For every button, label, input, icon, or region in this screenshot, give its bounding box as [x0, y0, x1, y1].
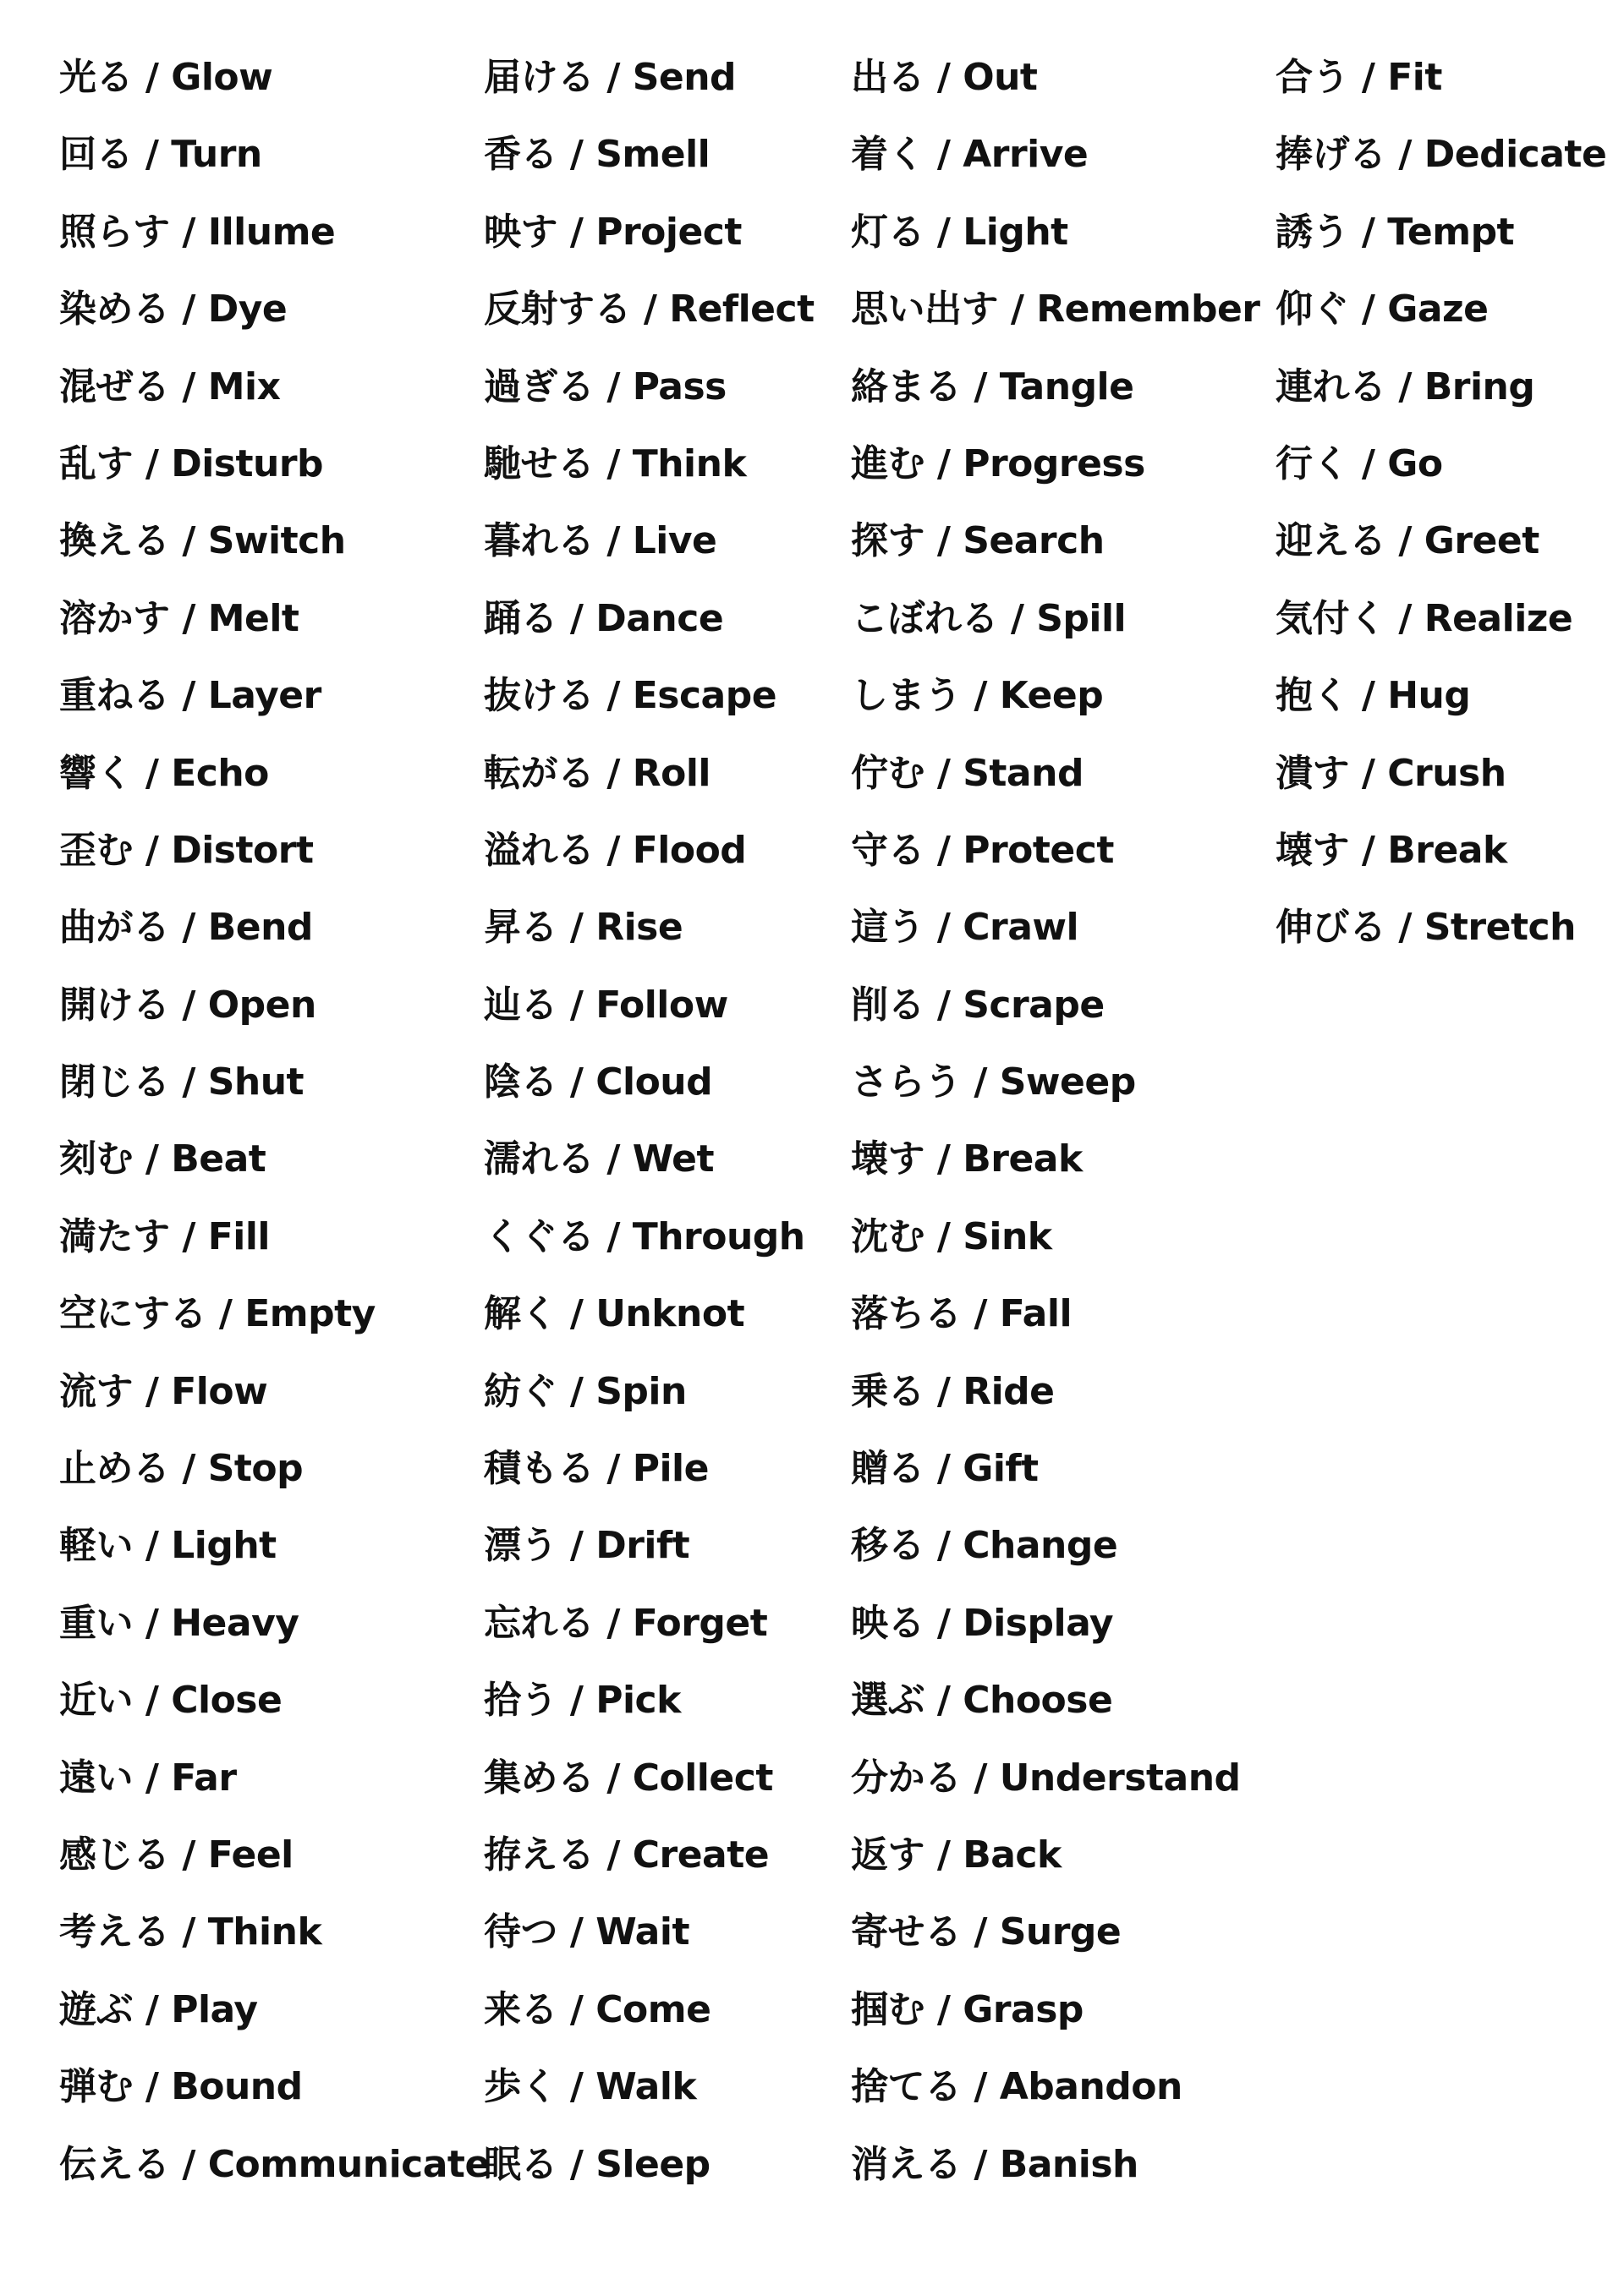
word-entry: しまう / Keep	[851, 674, 1104, 718]
word-entry: 伝える / Communicate	[59, 2142, 490, 2186]
word-entry: 誘う / Tempt	[1276, 210, 1515, 254]
word-entry: 馳せる / Think	[484, 441, 747, 485]
word-entry: 閉じる / Shut	[59, 1060, 304, 1104]
word-entry: 反射する / Reflect	[484, 288, 815, 332]
word-entry: 這う / Crawl	[851, 906, 1079, 950]
word-entry: さらう / Sweep	[851, 1060, 1136, 1104]
word-entry: 乱す / Disturb	[59, 441, 324, 485]
word-entry: 壊す / Break	[1276, 828, 1507, 872]
word-entry: 選ぶ / Choose	[851, 1679, 1113, 1723]
word-entry: 空にする / Empty	[59, 1292, 376, 1336]
word-entry: 出る / Out	[851, 56, 1038, 99]
word-column-4	[1276, 52, 1606, 980]
word-entry: 回る / Turn	[59, 133, 262, 177]
word-entry: 気付く / Realize	[1276, 596, 1573, 640]
word-entry: 辿る / Follow	[484, 983, 728, 1027]
word-entry: 探す / Search	[851, 519, 1105, 563]
word-entry: 捨てる / Abandon	[851, 2065, 1182, 2109]
word-entry: 響く / Echo	[59, 751, 269, 795]
word-entry: 歩く / Walk	[484, 2065, 697, 2109]
word-entry: 刻む / Beat	[59, 1137, 266, 1181]
word-column-3	[851, 52, 1260, 2217]
word-entry: 混ぜる / Mix	[59, 364, 281, 408]
word-entry: 軽い / Light	[59, 1524, 277, 1568]
word-entry: 香る / Smell	[484, 133, 710, 177]
word-entry: 沈む / Sink	[851, 1214, 1052, 1258]
word-entry: 落ちる / Fall	[851, 1292, 1073, 1336]
word-entry: 掴む / Grasp	[851, 1987, 1084, 2031]
word-entry: 乗る / Ride	[851, 1369, 1055, 1413]
word-entry: 歪む / Distort	[59, 828, 314, 872]
word-entry: 映す / Project	[484, 210, 742, 254]
word-entry: 行く / Go	[1276, 441, 1443, 485]
word-entry: 灯る / Light	[851, 210, 1068, 254]
word-entry: 抜ける / Escape	[484, 674, 777, 718]
word-entry: 遠い / Far	[59, 1756, 237, 1800]
word-entry: こぼれる / Spill	[851, 596, 1127, 640]
word-entry: 削る / Scrape	[851, 983, 1105, 1027]
word-entry: 分かる / Understand	[851, 1756, 1241, 1800]
word-entry: 着く / Arrive	[851, 133, 1089, 177]
word-entry: 迎える / Greet	[1276, 519, 1539, 563]
word-entry: 染める / Dye	[59, 288, 288, 332]
word-entry: 眠る / Sleep	[484, 2142, 710, 2186]
word-entry: 流す / Flow	[59, 1369, 268, 1413]
word-column-2	[484, 52, 815, 2217]
word-entry: 漂う / Drift	[484, 1524, 690, 1568]
word-entry: 光る / Glow	[59, 56, 273, 99]
word-entry: 守る / Protect	[851, 828, 1114, 872]
word-entry: 過ぎる / Pass	[484, 364, 727, 408]
word-entry: 解く / Unknot	[484, 1292, 745, 1336]
word-entry: 絡まる / Tangle	[851, 364, 1134, 408]
word-entry: 積もる / Pile	[484, 1447, 709, 1491]
word-entry: 壊す / Break	[851, 1137, 1083, 1181]
word-entry: 換える / Switch	[59, 519, 346, 563]
word-entry: 寄せる / Surge	[851, 1910, 1122, 1954]
word-entry: 近い / Close	[59, 1679, 283, 1723]
word-entry: 照らす / Illume	[59, 210, 336, 254]
word-entry: 濡れる / Wet	[484, 1137, 715, 1181]
word-entry: 弾む / Bound	[59, 2065, 303, 2109]
word-entry: 映る / Display	[851, 1601, 1114, 1645]
word-entry: 進む / Progress	[851, 441, 1145, 485]
word-entry: 返す / Back	[851, 1833, 1062, 1877]
word-entry: 曲がる / Bend	[59, 906, 313, 950]
word-entry: 踊る / Dance	[484, 596, 724, 640]
word-entry: 佇む / Stand	[851, 751, 1084, 795]
word-entry: 潰す / Crush	[1276, 751, 1506, 795]
word-entry: 暮れる / Live	[484, 519, 717, 563]
word-entry: 移る / Change	[851, 1524, 1118, 1568]
word-entry: くぐる / Through	[484, 1214, 805, 1258]
word-entry: 連れる / Bring	[1276, 364, 1535, 408]
word-entry: 止める / Stop	[59, 1447, 304, 1491]
word-entry: 遊ぶ / Play	[59, 1987, 258, 2031]
word-entry: 開ける / Open	[59, 983, 316, 1027]
word-entry: 満たす / Fill	[59, 1214, 271, 1258]
word-entry: 拾う / Pick	[484, 1679, 681, 1723]
word-entry: 来る / Come	[484, 1987, 711, 2031]
word-entry: 集める / Collect	[484, 1756, 773, 1800]
word-entry: 重い / Heavy	[59, 1601, 299, 1645]
word-entry: 仰ぐ / Gaze	[1276, 288, 1489, 332]
word-entry: 忘れる / Forget	[484, 1601, 768, 1645]
word-entry: 紡ぐ / Spin	[484, 1369, 687, 1413]
word-column-1	[59, 52, 490, 2217]
word-entry: 溶かす / Melt	[59, 596, 299, 640]
word-entry: 抱く / Hug	[1276, 674, 1471, 718]
word-entry: 伸びる / Stretch	[1276, 906, 1576, 950]
word-entry: 重ねる / Layer	[59, 674, 321, 718]
word-entry: 捧げる / Dedicate	[1276, 133, 1607, 177]
word-entry: 思い出す / Remember	[851, 288, 1260, 332]
word-entry: 消える / Banish	[851, 2142, 1138, 2186]
word-entry: 待つ / Wait	[484, 1910, 689, 1954]
word-entry: 陰る / Cloud	[484, 1060, 713, 1104]
word-entry: 感じる / Feel	[59, 1833, 294, 1877]
word-entry: 溢れる / Flood	[484, 828, 747, 872]
word-entry: 合う / Fit	[1276, 56, 1442, 99]
word-entry: 昇る / Rise	[484, 906, 683, 950]
word-entry: 贈る / Gift	[851, 1447, 1039, 1491]
word-entry: 届ける / Send	[484, 56, 737, 99]
word-entry: 考える / Think	[59, 1910, 322, 1954]
word-entry: 拵える / Create	[484, 1833, 770, 1877]
word-entry: 転がる / Roll	[484, 751, 710, 795]
